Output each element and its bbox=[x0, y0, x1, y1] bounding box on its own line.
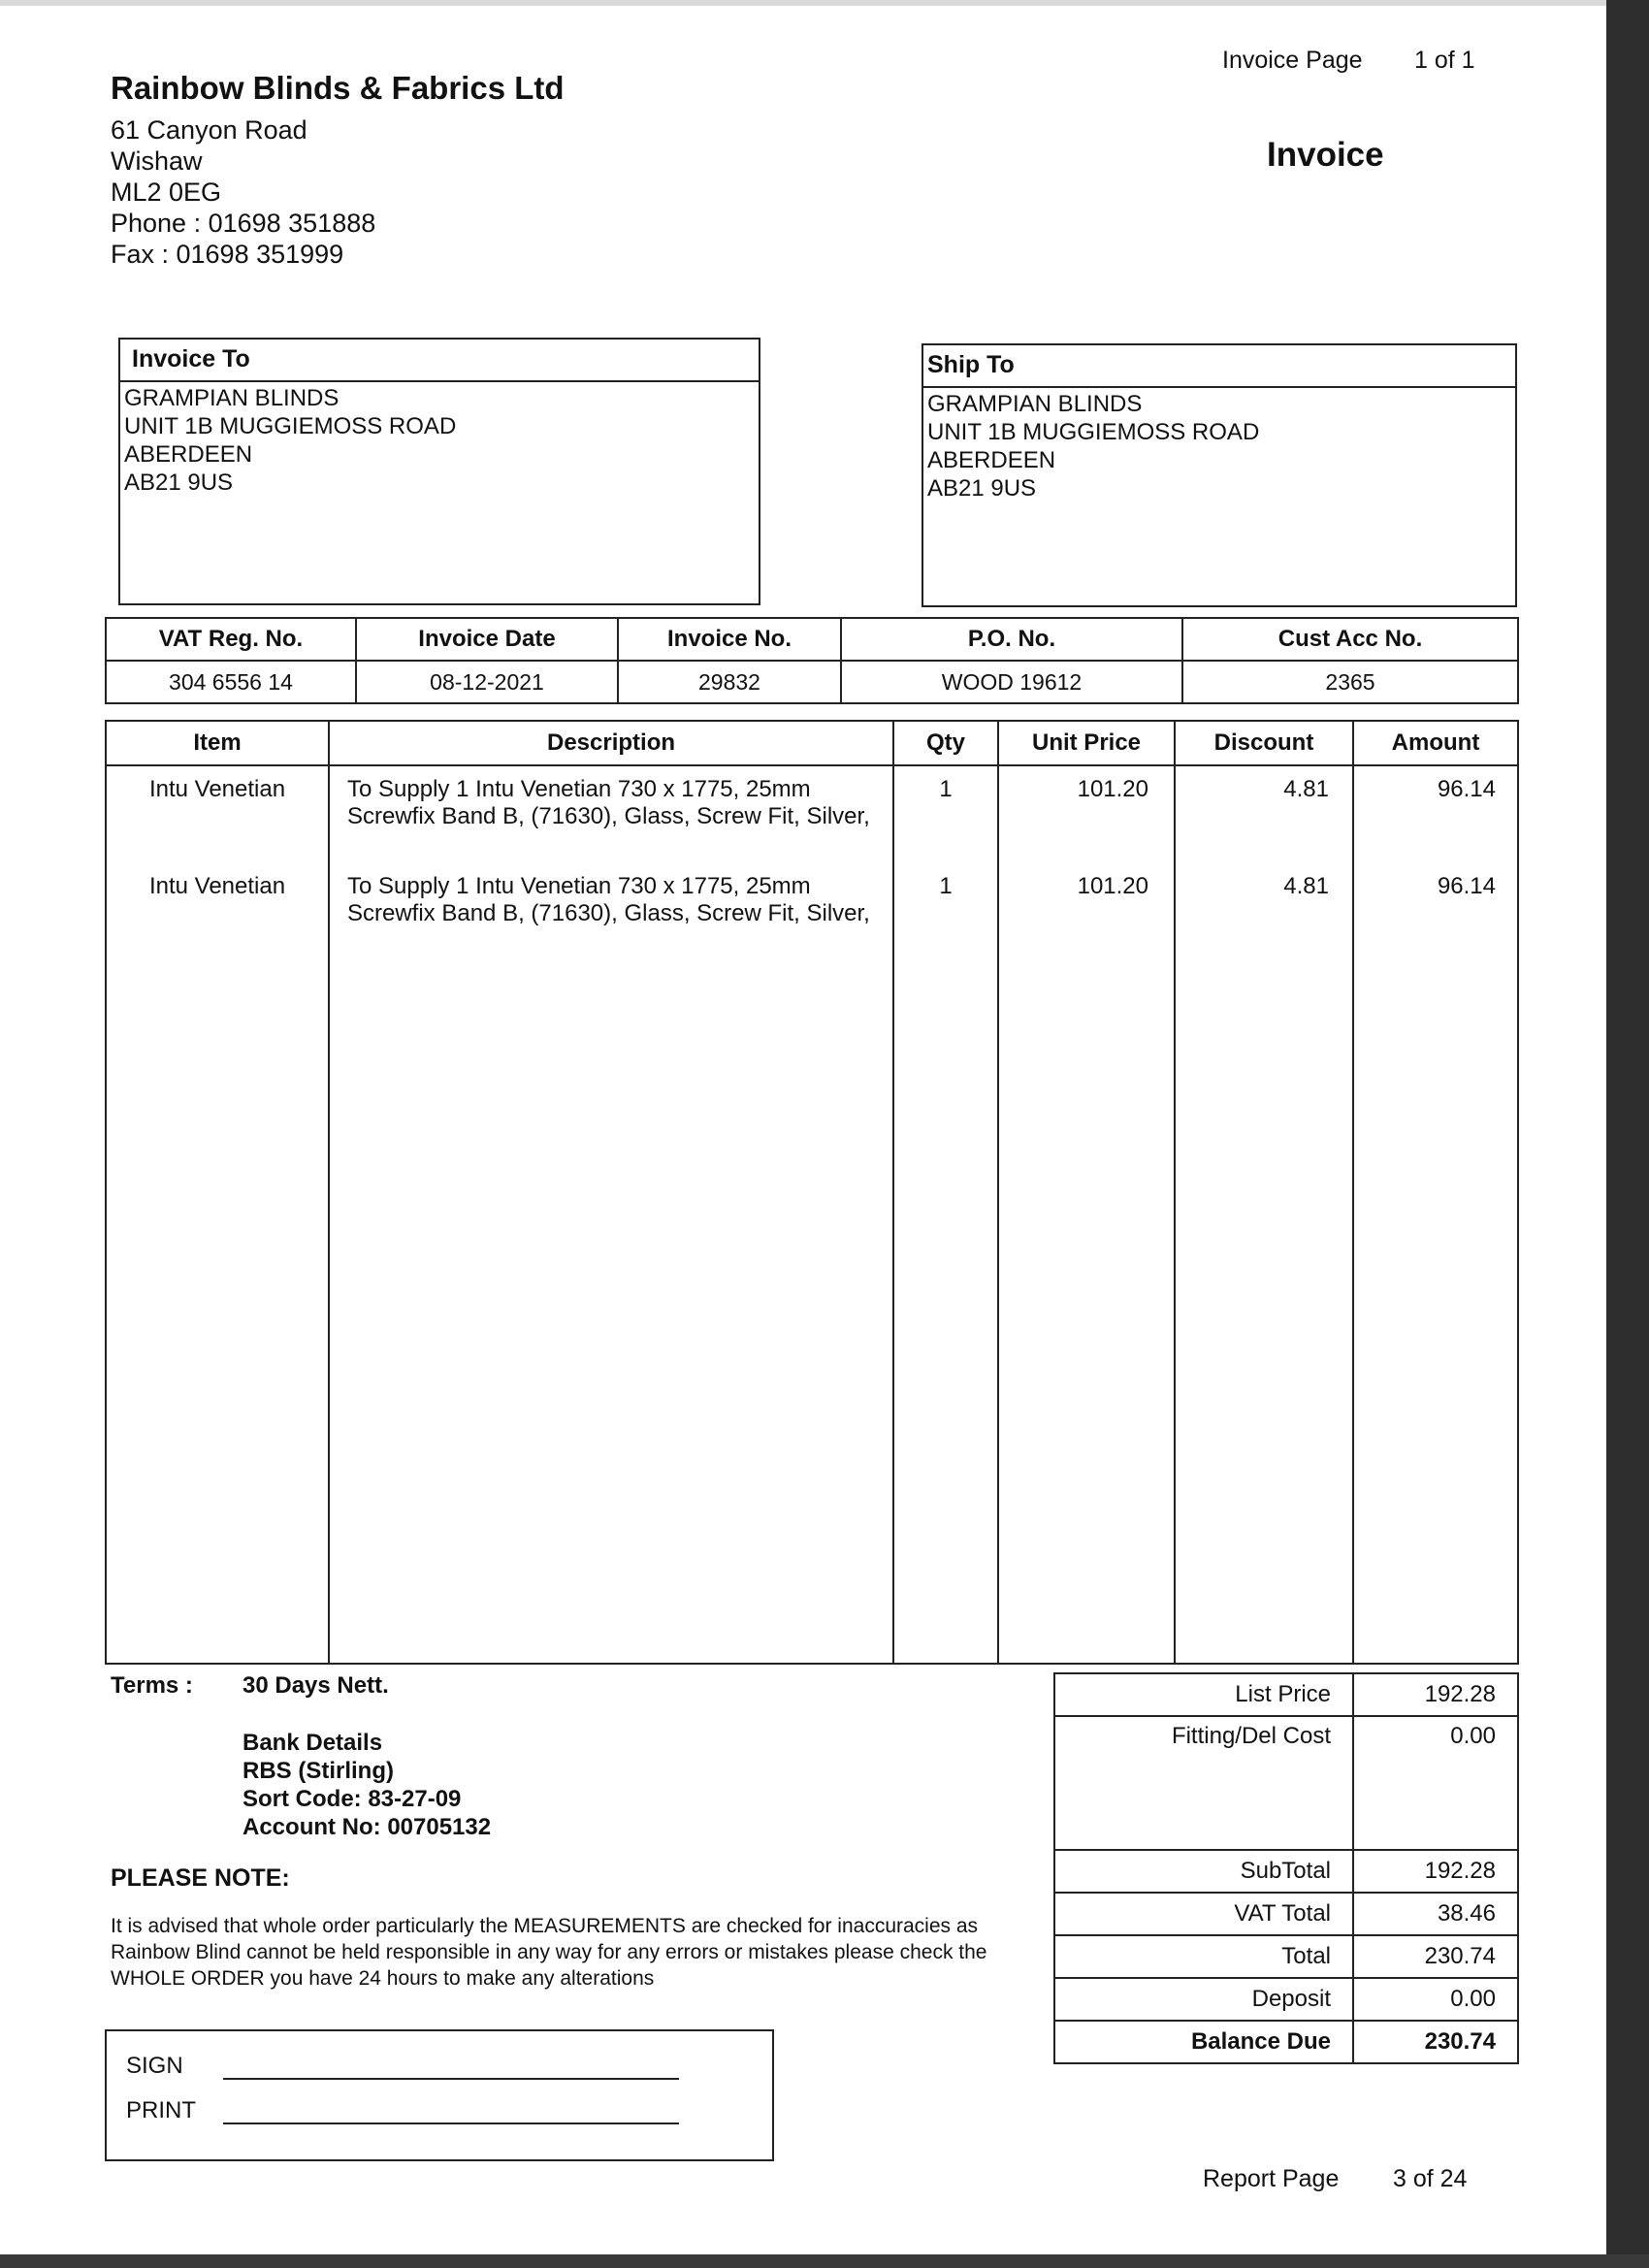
invoice-no-value: 29832 bbox=[618, 661, 841, 703]
bank-name: RBS (Stirling) bbox=[242, 1758, 394, 1784]
report-page-label: Report Page bbox=[1203, 2165, 1340, 2192]
item-header: Item bbox=[106, 721, 329, 765]
item-discount: 4.81 bbox=[1283, 873, 1329, 899]
po-no-value: WOOD 19612 bbox=[841, 661, 1182, 703]
vat-total-label: VAT Total bbox=[1054, 1893, 1353, 1935]
ship-to-line: AB21 9US bbox=[927, 475, 1037, 502]
ship-to-box bbox=[922, 343, 1517, 607]
totals-table bbox=[1053, 1672, 1519, 2064]
invoice-to-heading: Invoice To bbox=[120, 340, 759, 382]
note-heading: PLEASE NOTE: bbox=[111, 1864, 290, 1892]
fitting-label: Fitting/Del Cost bbox=[1054, 1716, 1353, 1850]
vat-reg-value: 304 6556 14 bbox=[106, 661, 356, 703]
invoice-page-label: Invoice Page bbox=[1222, 47, 1363, 74]
list-price-value: 192.28 bbox=[1353, 1673, 1518, 1716]
item-unit-price: 101.20 bbox=[1077, 873, 1148, 899]
terms-label: Terms : bbox=[111, 1672, 193, 1699]
invoice-to-box bbox=[118, 338, 760, 605]
note-body: It is advised that whole order particularly the MEASUREMENTS are checked for inaccuracies as Rainbow Blind cannot be held responsible in any way for any errors or mistakes please check the WHOLE ORDER you have 24 hours to make any alterations bbox=[111, 1915, 987, 1990]
company-address-line: ML2 0EG bbox=[111, 178, 222, 207]
deposit-value: 0.00 bbox=[1353, 1978, 1518, 2021]
terms-value: 30 Days Nett. bbox=[242, 1672, 389, 1699]
company-address-line: Wishaw bbox=[111, 146, 203, 176]
document-title: Invoice bbox=[1267, 136, 1384, 174]
ship-to-line: GRAMPIAN BLINDS bbox=[927, 391, 1143, 417]
qty-header: Qty bbox=[893, 721, 998, 765]
invoice-date-header: Invoice Date bbox=[356, 618, 618, 661]
invoice-to-line: ABERDEEN bbox=[124, 441, 253, 468]
sign-line[interactable] bbox=[223, 2078, 679, 2080]
scan-edge-bottom bbox=[0, 2254, 1649, 2268]
item-description: To Supply 1 Intu Venetian 730 x 1775, 25mm Screwfix Band B, (71630), Glass, Screw Fit, Silver, bbox=[347, 776, 870, 829]
table-row bbox=[106, 765, 1518, 1664]
bank-details-heading: Bank Details bbox=[242, 1730, 383, 1756]
sign-label: SIGN bbox=[126, 2053, 183, 2079]
invoice-page-value: 1 of 1 bbox=[1414, 47, 1475, 74]
cust-acc-header: Cust Acc No. bbox=[1182, 618, 1518, 661]
item-unit-price: 101.20 bbox=[1077, 776, 1148, 802]
item-name: Intu Venetian bbox=[148, 776, 286, 802]
sort-code: Sort Code: 83-27-09 bbox=[242, 1786, 462, 1812]
invoice-date-value: 08-12-2021 bbox=[356, 661, 618, 703]
scan-edge-top bbox=[0, 0, 1606, 6]
item-name: Intu Venetian bbox=[148, 873, 286, 899]
total-value: 230.74 bbox=[1353, 1935, 1518, 1978]
vat-total-value: 38.46 bbox=[1353, 1893, 1518, 1935]
fitting-value: 0.00 bbox=[1353, 1716, 1518, 1850]
cust-acc-value: 2365 bbox=[1182, 661, 1518, 703]
reference-table bbox=[105, 617, 1519, 704]
item-qty: 1 bbox=[939, 776, 953, 802]
subtotal-value: 192.28 bbox=[1353, 1850, 1518, 1893]
vat-reg-header: VAT Reg. No. bbox=[106, 618, 356, 661]
unit-price-header: Unit Price bbox=[998, 721, 1175, 765]
item-amount: 96.14 bbox=[1437, 873, 1496, 899]
invoice-to-line: UNIT 1B MUGGIEMOSS ROAD bbox=[124, 413, 457, 439]
invoice-to-line: GRAMPIAN BLINDS bbox=[124, 385, 340, 411]
balance-due-label: Balance Due bbox=[1054, 2021, 1353, 2063]
company-name: Rainbow Blinds & Fabrics Ltd bbox=[111, 70, 565, 106]
print-line[interactable] bbox=[223, 2122, 679, 2124]
scan-edge-right bbox=[1606, 0, 1649, 2268]
item-description: To Supply 1 Intu Venetian 730 x 1775, 25mm Screwfix Band B, (71630), Glass, Screw Fit, Silver, bbox=[347, 873, 870, 926]
balance-due-value: 230.74 bbox=[1353, 2021, 1518, 2063]
report-page-value: 3 of 24 bbox=[1393, 2165, 1468, 2192]
print-label: PRINT bbox=[126, 2097, 196, 2123]
po-no-header: P.O. No. bbox=[841, 618, 1182, 661]
subtotal-label: SubTotal bbox=[1054, 1850, 1353, 1893]
items-table bbox=[105, 720, 1519, 1665]
total-label: Total bbox=[1054, 1935, 1353, 1978]
list-price-label: List Price bbox=[1054, 1673, 1353, 1716]
item-discount: 4.81 bbox=[1283, 776, 1329, 802]
deposit-label: Deposit bbox=[1054, 1978, 1353, 2021]
ship-to-line: ABERDEEN bbox=[927, 447, 1056, 473]
ship-to-heading: Ship To bbox=[923, 345, 1515, 388]
item-amount: 96.14 bbox=[1437, 776, 1496, 802]
description-header: Description bbox=[329, 721, 893, 765]
amount-header: Amount bbox=[1353, 721, 1518, 765]
company-address-line: 61 Canyon Road bbox=[111, 115, 307, 145]
ship-to-line: UNIT 1B MUGGIEMOSS ROAD bbox=[927, 419, 1260, 445]
invoice-no-header: Invoice No. bbox=[618, 618, 841, 661]
invoice-to-line: AB21 9US bbox=[124, 470, 234, 496]
signature-box bbox=[105, 2029, 774, 2161]
company-fax: Fax : 01698 351999 bbox=[111, 240, 344, 269]
company-phone: Phone : 01698 351888 bbox=[111, 209, 376, 238]
discount-header: Discount bbox=[1175, 721, 1353, 765]
account-number: Account No: 00705132 bbox=[242, 1814, 492, 1840]
item-qty: 1 bbox=[939, 873, 953, 899]
